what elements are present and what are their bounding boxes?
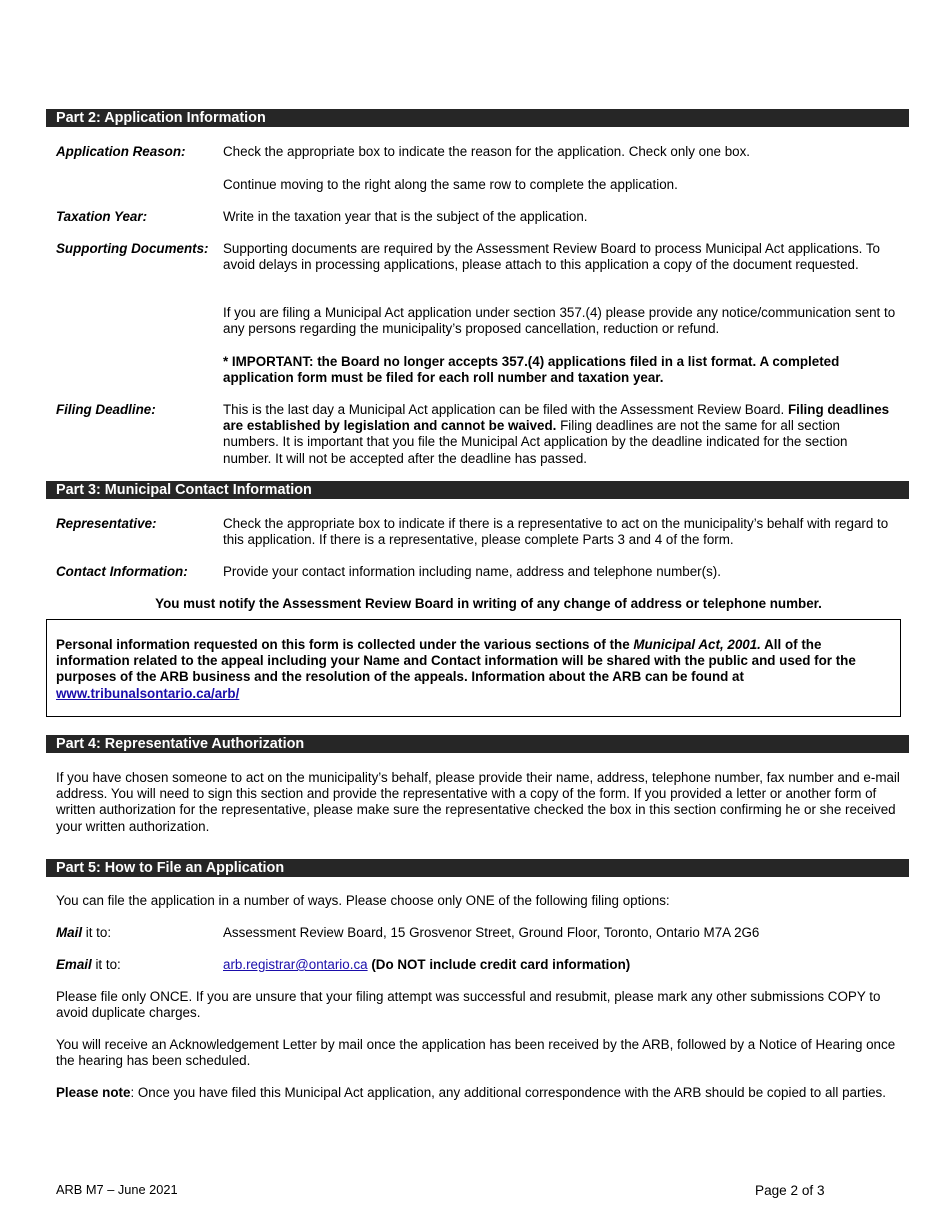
supporting-documents-section-357: If you are filing a Municipal Act application under section 357.(4) please provide any notice/communication sent to any persons regarding the municipality’s proposed cancellation, reduction or refund. <box>223 305 896 337</box>
filing-deadline-text: This is the last day a Municipal Act application can be filed with the Assessment Review Board. Filing deadlines are established by legislation and cannot be waived. Filing deadlines are not the same for all section numbers. It is important that you file the Municipal Act application by the deadline indicated for the section number. It will not be accepted after the deadline has passed. <box>223 402 890 466</box>
please-note-text: Please note: Once you have filed this Municipal Act application, any additional correspondence with the ARB should be copied to all parties. <box>56 1085 886 1100</box>
page-number: Page 2 of 3 <box>755 1183 825 1198</box>
part4-header: Part 4: Representative Authorization <box>46 735 909 753</box>
supporting-documents-label: Supporting Documents: <box>56 241 209 256</box>
representative-label: Representative: <box>56 516 157 531</box>
contact-information-label: Contact Information: <box>56 564 188 579</box>
part5-header: Part 5: How to File an Application <box>46 859 909 877</box>
supporting-documents-text: Supporting documents are required by the Assessment Review Board to process Municipal Act applications. To avoid delays in processing applications, please attach to this application a copy of the document requested. <box>223 241 880 273</box>
part2-header: Part 2: Application Information <box>46 109 909 127</box>
acknowledgement-text: You will receive an Acknowledgement Letter by mail once the application has been received by the ARB, followed by a Notice of Hearing once the hearing has been scheduled. <box>56 1037 896 1069</box>
mail-label: Mail it to: <box>56 925 112 940</box>
privacy-notice-box: Personal information requested on this form is collected under the various sections of the Municipal Act, 2001. All of the information related to the appeal including your Name and Contact information will be shared with the public and used for the purposes of the ARB business and the resolution of the appeals. Information about the ARB can be found at www.tribunalsontario.ca/arb/ <box>46 619 901 717</box>
email-row: arb.registrar@ontario.ca (Do NOT include credit card information) <box>223 957 631 972</box>
filing-deadline-label: Filing Deadline: <box>56 402 156 417</box>
representative-text: Check the appropriate box to indicate if there is a representative to act on the municipality’s behalf with regard to this application. If there is a representative, please complete Parts 3 and 4 of the form. <box>223 516 889 548</box>
application-reason-text: Check the appropriate box to indicate the reason for the application. Check only one box. <box>223 144 751 159</box>
taxation-year-text: Write in the taxation year that is the subject of the application. <box>223 209 588 224</box>
notify-change-notice: You must notify the Assessment Review Board in writing of any change of address or telephone number. <box>155 596 822 611</box>
tribunals-ontario-link[interactable]: www.tribunalsontario.ca/arb/ <box>56 685 240 701</box>
arb-registrar-email-link[interactable]: arb.registrar@ontario.ca <box>223 957 368 972</box>
important-notice: * IMPORTANT: the Board no longer accepts 357.(4) applications filed in a list format. A completed application form must be filed for each roll number and taxation year. <box>223 354 840 386</box>
mail-address: Assessment Review Board, 15 Grosvenor Street, Ground Floor, Toronto, Ontario M7A 2G6 <box>223 925 760 940</box>
part3-header: Part 3: Municipal Contact Information <box>46 481 909 499</box>
application-reason-continue: Continue moving to the right along the same row to complete the application. <box>223 177 678 192</box>
filing-intro-text: You can file the application in a number of ways. Please choose only ONE of the following filing options: <box>56 893 670 908</box>
taxation-year-label: Taxation Year: <box>56 209 148 224</box>
contact-information-text: Provide your contact information including name, address and telephone number(s). <box>223 564 721 579</box>
file-once-text: Please file only ONCE. If you are unsure that your filing attempt was successful and resubmit, please mark any other submissions COPY to avoid duplicate charges. <box>56 989 881 1021</box>
email-label: Email it to: <box>56 957 121 972</box>
representative-authorization-text: If you have chosen someone to act on the municipality’s behalf, please provide their name, address, telephone number, fax number and e-mail address. You will need to sign this section and provide the representative with a copy of the form. If you provided a letter or another form of written authorization for the representative, please make sure the representative checked the box in this section confirming he or she received your written authorization. <box>56 770 900 834</box>
form-id-footer: ARB M7 – June 2021 <box>56 1182 178 1197</box>
application-reason-label: Application Reason: <box>56 144 186 159</box>
